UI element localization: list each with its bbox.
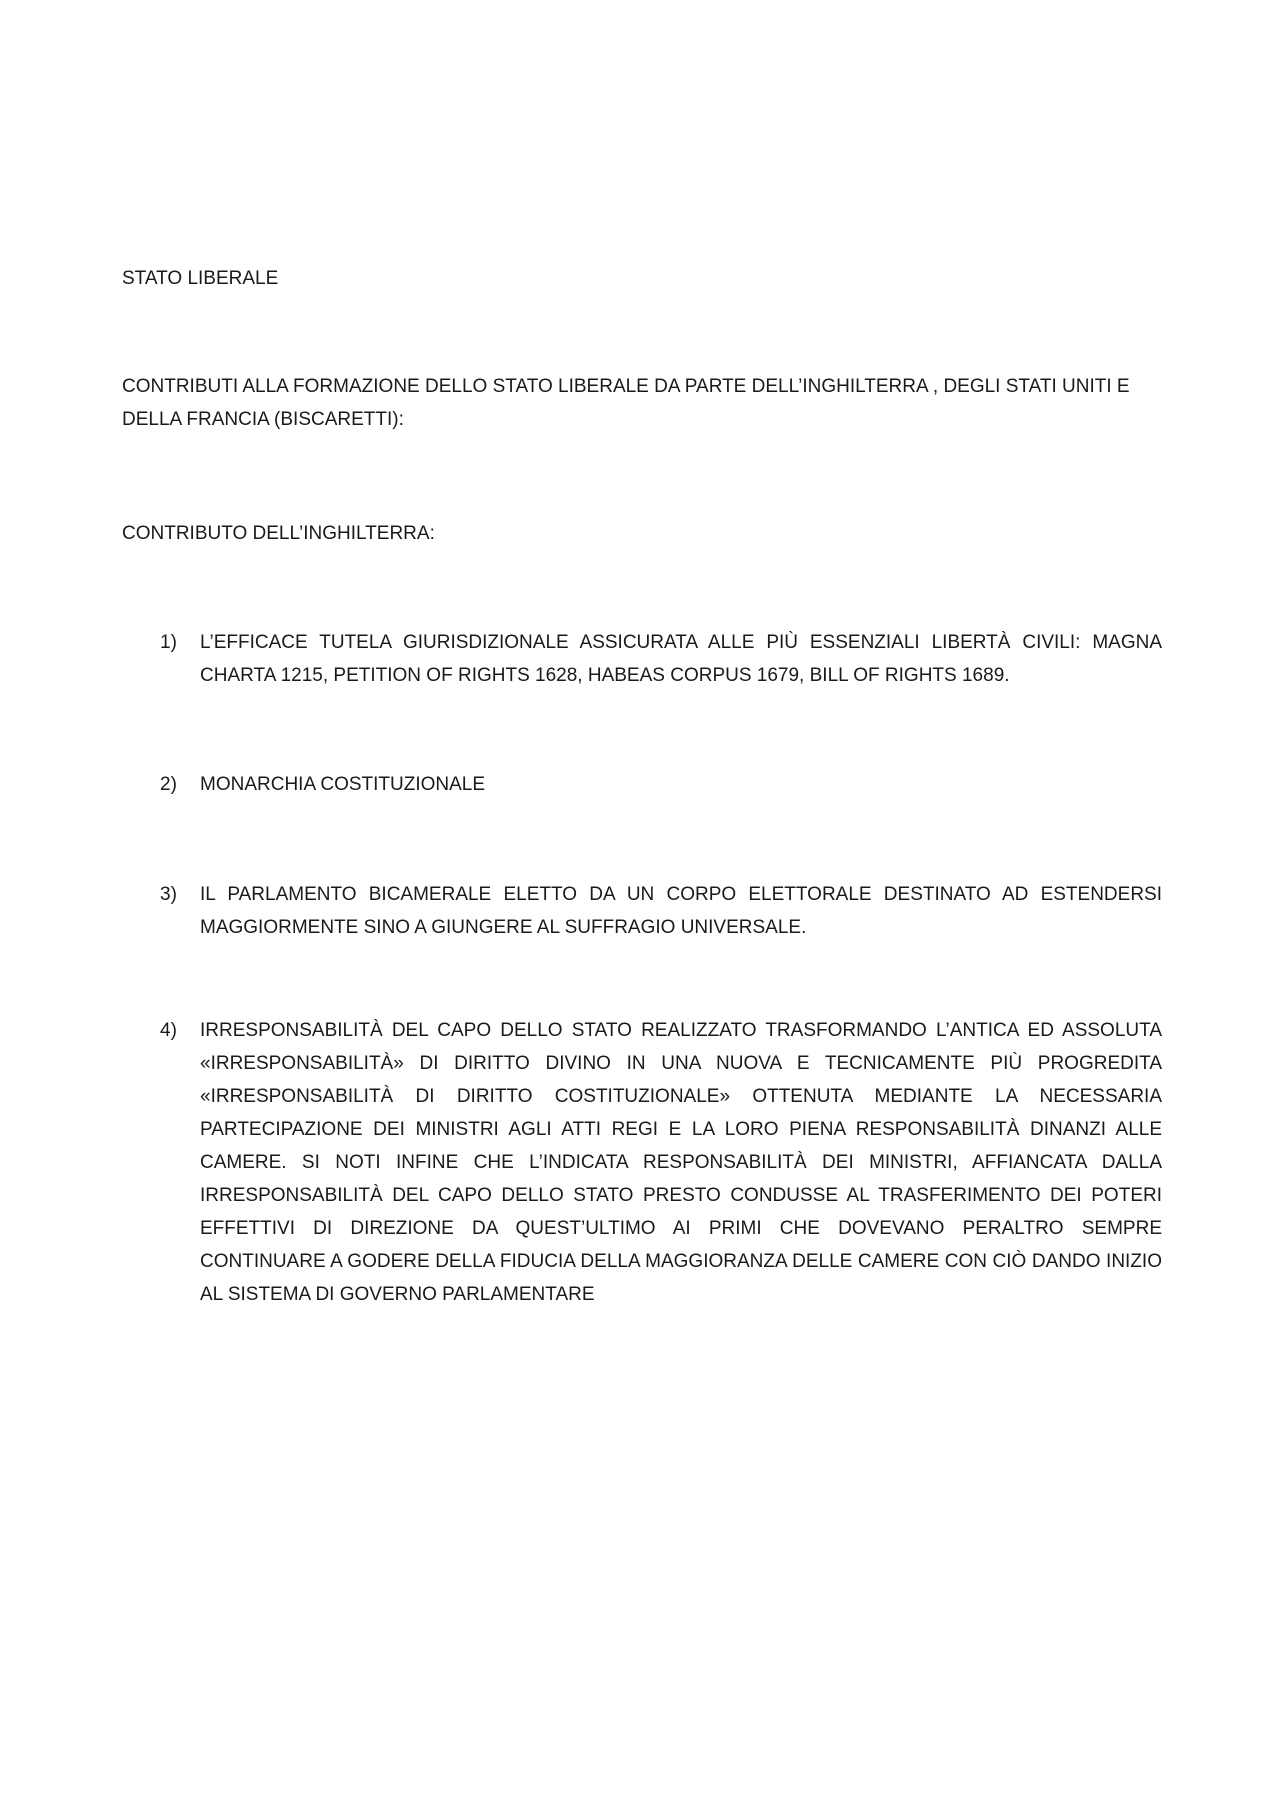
list-item-number: 1) — [160, 632, 177, 653]
list-item-text: MONARCHIA COSTITUZIONALE — [200, 774, 486, 795]
list-item-text: IL PARLAMENTO BICAMERALE ELETTO DA UN CORPO ELETTORALE DESTINATO AD ESTENDERSI MAGGIORMENTE SINO A GIUNGERE AL SUFFRAGIO UNIVERSALE. — [200, 884, 1162, 938]
list-item-text: L’EFFICACE TUTELA GIURISDIZIONALE ASSICURATA ALLE PIÙ ESSENZIALI LIBERTÀ CIVILI: MAGNA CHARTA 1215, PETITION OF RIGHTS 1628, HABEAS CORPUS 1679, BILL OF RIGHTS 1689. — [200, 632, 1162, 686]
list-item-number: 2) — [160, 774, 177, 795]
list-item-number: 3) — [160, 884, 177, 905]
list-item-number: 4) — [160, 1020, 177, 1041]
document-title: STATO LIBERALE — [122, 268, 279, 289]
section-heading: CONTRIBUTO DELL’INGHILTERRA: — [122, 523, 435, 544]
intro-paragraph: CONTRIBUTI ALLA FORMAZIONE DELLO STATO LIBERALE DA PARTE DELL’INGHILTERRA , DEGLI STATI UNITI E DELLA FRANCIA (BISCARETTI): — [122, 376, 1130, 430]
list-item-text: IRRESPONSABILITÀ DEL CAPO DELLO STATO REALIZZATO TRASFORMANDO L’ANTICA ED ASSOLUTA «IRRESPONSABILITÀ» DI DIRITTO DIVINO IN UNA NUOVA E TECNICAMENTE PIÙ PROGREDITA «IRRESPONSABILITÀ DI DIRITTO COSTITUZIONALE» OTTENUTA MEDIANTE LA NECESSARIA PARTECIPAZIONE DEI MINISTRI AGLI ATTI REGI E LA LORO PIENA RESPONSABILITÀ DINANZI ALLE CAMERE. SI NOTI INFINE CHE L’INDICATA RESPONSABILITÀ DEI MINISTRI, AFFIANCATA DALLA IRRESPONSABILITÀ DEL CAPO DELLO STATO PRESTO CONDUSSE AL TRASFERIMENTO DEI POTERI EFFETTIVI DI DIREZIONE DA QUEST’ULTIMO AI PRIMI CHE DOVEVANO PERALTRO SEMPRE CONTINUARE A GODERE DELLA FIDUCIA DELLA MAGGIORANZA DELLE CAMERE CON CIÒ DANDO INIZIO AL SISTEMA DI GOVERNO PARLAMENTARE — [200, 1020, 1162, 1305]
